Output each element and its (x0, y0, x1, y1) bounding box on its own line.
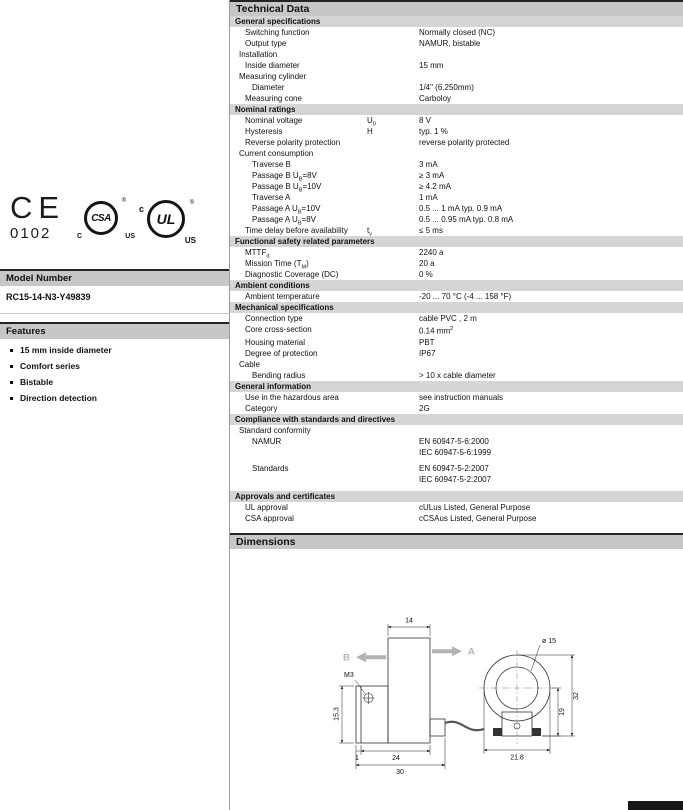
m3-screw-icon (355, 680, 375, 704)
spec-value: 8 V (419, 116, 432, 125)
spec-value: see instruction manuals (419, 392, 504, 402)
ul-logo-icon: UL (147, 200, 185, 238)
section-header: Compliance with standards and directives (230, 414, 683, 425)
technical-data-header: Technical Data (230, 0, 683, 16)
feature-item (8, 394, 223, 403)
dim-label-24: 24 (392, 755, 400, 762)
left-column (0, 0, 230, 810)
spec-label: Passage B $U_B=8V$ (252, 171, 317, 183)
spec-value: 1/4" (6.250mm) (419, 83, 474, 92)
spec-row (230, 170, 683, 181)
spec-label: Passage A $U_B=8V$ (252, 215, 317, 227)
spec-row (230, 126, 683, 137)
spec-row (230, 269, 683, 280)
spec-row (230, 93, 683, 104)
spec-label: Passage B $U_B=10V$ (252, 182, 322, 194)
spec-label: Housing material (245, 337, 306, 347)
spec-value: 0.14 $mm^2$ (419, 326, 454, 336)
dim-label-dia15: ø 15 (542, 638, 557, 645)
bullet-icon (10, 381, 13, 384)
spec-row (230, 425, 683, 436)
csa-us-label: US (125, 233, 135, 240)
spec-label: Output type (245, 39, 287, 48)
divider (0, 313, 229, 314)
spec-value: 0.5 ... 0.95 mA typ. 0.8 mA (419, 215, 514, 224)
spec-value: ≤ 5 ms (419, 226, 443, 235)
spec-row (230, 513, 683, 524)
spec-label: Traverse A (252, 193, 291, 202)
spec-value: typ. 1 % (419, 127, 448, 136)
section-header: Ambient conditions (230, 280, 683, 291)
spec-label: UL approval (245, 502, 288, 512)
spec-label: Cable (239, 359, 260, 369)
spec-row (230, 502, 683, 513)
spec-row (230, 181, 683, 192)
spec-row (230, 49, 683, 60)
registered-trademark-icon: ® (189, 200, 194, 206)
section-header: Mechanical specifications (230, 302, 683, 313)
spec-row (230, 27, 683, 38)
spec-row (230, 203, 683, 214)
feature-item (8, 362, 223, 371)
bullet-icon (10, 397, 13, 400)
spec-row (230, 337, 683, 348)
spec-row (230, 214, 683, 225)
spec-row (230, 115, 683, 126)
spec-row (230, 403, 683, 414)
feature-text: Comfort series (20, 361, 80, 371)
spec-row (230, 192, 683, 203)
spec-label: Current consumption (239, 149, 314, 158)
spec-label: Measuring cone (245, 94, 302, 103)
model-number-value: RC15-14-N3-Y49839 (6, 292, 91, 302)
spec-label: Diameter (252, 83, 285, 92)
spec-label: Core cross-section (245, 325, 312, 334)
direction-a-label: A (468, 646, 475, 658)
feature-text: 15 mm inside diameter (20, 345, 112, 355)
dim-label-30: 30 (396, 769, 404, 776)
dimension-lines (339, 624, 445, 769)
spec-symbol: $U_0$ (367, 116, 376, 128)
spec-label: Switching function (245, 28, 310, 37)
ce-logo-icon: CE (10, 190, 66, 225)
centerlines (479, 650, 555, 744)
spec-label: $MTTF_d$ (245, 248, 270, 260)
direction-b-label: B (343, 652, 350, 664)
ce-notified-body-number: 0102 (10, 225, 52, 242)
spec-value: PBT (419, 337, 435, 347)
spec-value: Normally closed (NC) (419, 28, 496, 37)
spec-label: Nominal voltage (245, 116, 303, 125)
spec-row (230, 159, 683, 170)
spec-value: cCSAus Listed, General Purpose (419, 513, 537, 523)
spec-row (230, 38, 683, 49)
spec-symbol: $t_v$ (367, 226, 373, 238)
bullet-icon (10, 349, 13, 352)
ul-mark (139, 200, 196, 245)
spec-row (230, 348, 683, 359)
spec-label: Passage A $U_B=10V$ (252, 204, 321, 216)
dimensions-header: Dimensions (230, 533, 683, 549)
spec-row (230, 324, 683, 337)
spec-value (419, 71, 683, 82)
spec-label: Use in the hazardous area (245, 392, 339, 402)
ce-mark (10, 192, 65, 242)
spec-row (230, 258, 683, 269)
ul-canada-label: c (139, 204, 145, 214)
registered-trademark-icon: ® (121, 198, 126, 204)
section-header: General specifications (230, 16, 683, 27)
footer-mark (628, 801, 683, 810)
csa-logo-icon: CSA (84, 201, 118, 235)
spec-label: Reverse polarity protection (245, 138, 341, 147)
technical-data-column (230, 0, 683, 810)
technical-data-table (230, 16, 683, 524)
spec-label: CSA approval (245, 513, 294, 523)
spec-label: Degree of protection (245, 348, 318, 358)
section-header: Functional safety related parameters (230, 236, 683, 247)
clamp-foot-left (493, 728, 502, 736)
spec-value: ≥ 3 mA (419, 171, 445, 180)
spec-value: > 10 x cable diameter (419, 370, 496, 380)
spec-row (230, 247, 683, 258)
dim-label-19: 19 (559, 708, 566, 716)
spec-value: -20 ... 70 °C (-4 ... 158 °F) (419, 292, 512, 301)
spec-value: EN 60947-5-6:2000 IEC 60947-5-6:1999 (419, 436, 492, 457)
spec-row (230, 359, 683, 370)
csa-canada-label: C (77, 233, 83, 240)
dim-label-32: 32 (573, 692, 580, 700)
model-number-header: Model Number (0, 269, 229, 286)
clamp-foot-right (532, 728, 541, 736)
spec-label: Time delay before availability (245, 226, 348, 235)
spec-value: reverse polarity protected (419, 138, 510, 147)
spec-value: NAMUR, bistable (419, 39, 481, 48)
spec-label: Diagnostic Coverage (DC) (245, 270, 339, 279)
spec-value: Carboloy (419, 94, 452, 103)
spec-value: 1 mA (419, 193, 438, 202)
spec-row (230, 436, 683, 458)
spec-label: Inside diameter (245, 61, 300, 70)
spec-value: 0.5 ... 1 mA typ. 0.9 mA (419, 204, 503, 213)
spec-value: 15 mm (419, 61, 444, 70)
dimension-drawing (330, 608, 610, 783)
spec-value: 20 a (419, 259, 435, 268)
spec-label: NAMUR (252, 436, 282, 446)
bullet-icon (10, 365, 13, 368)
spec-label: Traverse B (252, 160, 291, 169)
spec-label: Measuring cylinder (239, 72, 307, 81)
feature-text: Direction detection (20, 393, 97, 403)
spec-row (230, 71, 683, 82)
spec-value (419, 49, 683, 60)
spec-value: IP67 (419, 348, 436, 358)
feature-item (8, 346, 223, 355)
spec-label: Standards (252, 463, 289, 473)
spec-row (230, 463, 683, 485)
spec-label: Connection type (245, 314, 303, 323)
spec-row (230, 82, 683, 93)
spec-label: Category (245, 403, 278, 413)
spec-symbol: H (367, 127, 373, 136)
spec-row (230, 225, 683, 236)
spec-label: Standard conformity (239, 425, 311, 435)
spec-label: Ambient temperature (245, 292, 320, 301)
dim-label-21-8: 21.8 (510, 754, 524, 762)
section-header: General information (230, 381, 683, 392)
spec-value: cULus Listed, General Purpose (419, 502, 531, 512)
feature-item (8, 378, 223, 387)
direction-a-arrow-icon (432, 646, 462, 656)
spec-value: ≥ 4.2 mA (419, 182, 451, 191)
features-header: Features (0, 322, 229, 339)
dim-label-1: 1 (355, 755, 359, 762)
spec-label: Mission Time $(T_M)$ (245, 259, 309, 271)
feature-text: Bistable (20, 377, 54, 387)
csa-mark (77, 198, 135, 243)
spec-row (230, 313, 683, 324)
spec-value: 2240 a (419, 248, 444, 257)
dim-label-14: 14 (405, 617, 413, 625)
spec-label: Installation (239, 50, 278, 59)
spec-value (419, 425, 683, 436)
spec-value: 2G (419, 403, 430, 413)
spec-row (230, 370, 683, 381)
spec-value: 0 % (419, 270, 433, 279)
ul-us-label: US (184, 236, 196, 245)
spec-label: Bending radius (252, 370, 306, 380)
spec-value (419, 148, 683, 159)
section-header: Nominal ratings (230, 104, 683, 115)
spec-value: EN 60947-5-2:2007 IEC 60947-5-2:2007 (419, 463, 492, 484)
spec-row (230, 291, 683, 302)
dim-label-m3: M3 (344, 672, 354, 679)
direction-b-arrow-icon (356, 652, 386, 662)
spec-label: Hysteresis (245, 127, 283, 136)
section-header: Approvals and certificates (230, 491, 683, 502)
spec-row (230, 60, 683, 71)
spec-value: cable PVC , 2 m (419, 314, 477, 323)
spec-value: 3 mA (419, 160, 438, 169)
features-list (8, 346, 223, 410)
dim-label-15-3: 15.3 (333, 707, 341, 721)
cable-line (445, 722, 484, 730)
side-view-outline (356, 638, 445, 743)
spec-row (230, 137, 683, 148)
spec-row (230, 392, 683, 403)
spec-row (230, 148, 683, 159)
spec-value (419, 359, 683, 370)
